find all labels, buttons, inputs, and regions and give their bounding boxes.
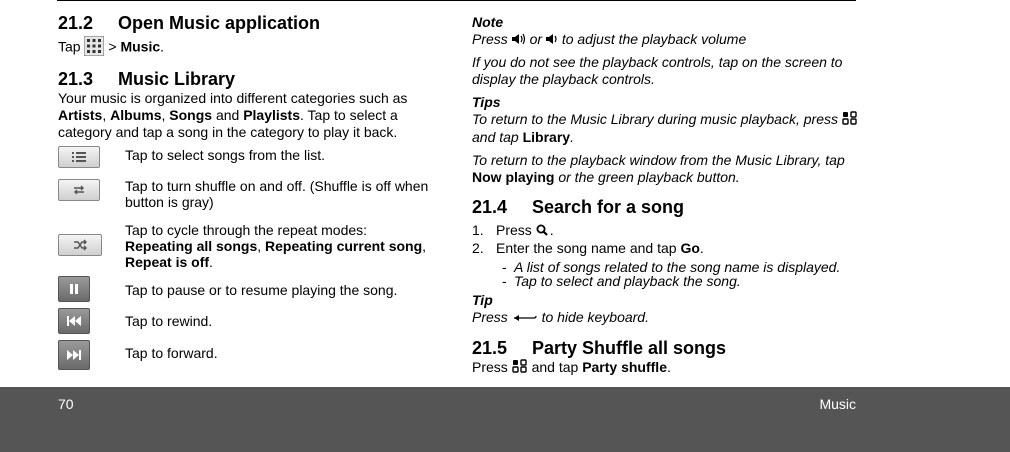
volume-down-icon bbox=[546, 32, 558, 49]
repeat-icon-description: Tap to cycle through the repeat modes: Repeating all songs, Repeating current song, Repeat is off. bbox=[125, 222, 427, 270]
heading-21-5: 21.5 Party Shuffle all songs bbox=[472, 337, 727, 358]
search-steps bbox=[472, 222, 862, 257]
heading-21-2: 21.2 Open Music application bbox=[58, 13, 321, 33]
tips-library: To return to the Music Library during music playback, press and tap Library. bbox=[472, 111, 862, 146]
sub-step-1: - A list of songs related to the song name is displayed. bbox=[502, 258, 841, 275]
rewind-icon bbox=[58, 308, 90, 334]
step-1: 1. Press . bbox=[472, 222, 554, 239]
menu-key-icon bbox=[842, 111, 858, 129]
note-controls: If you do not see the playback controls, tap on the screen to display the playback controls. bbox=[472, 53, 843, 87]
page-number: 70 bbox=[58, 396, 74, 412]
party-shuffle-instructions: Press and tap Party shuffle. bbox=[472, 359, 862, 377]
open-music-instructions: Tap > Music. bbox=[58, 36, 450, 60]
pause-icon-description: Tap to pause or to resume playing the song. bbox=[125, 282, 398, 298]
tips-now-playing: To return to the playback window from the Music Library, tap Now playing or the green playback button. bbox=[472, 152, 845, 186]
search-icon bbox=[536, 223, 550, 240]
tip-keyboard: Press to hide keyboard. bbox=[472, 308, 649, 325]
library-description: Your music is organized into different categories such as Artists, Albums, Songs and Playlists. Tap to select a category and tap a song in the category to play it back. bbox=[58, 90, 408, 140]
sub-step-2: - Tap to select and playback the song. bbox=[502, 272, 741, 289]
repeat-mode-icon bbox=[58, 234, 102, 256]
menu-key-icon bbox=[512, 359, 528, 377]
tips-label: Tips bbox=[472, 93, 501, 110]
icon-legend bbox=[58, 0, 450, 380]
page-footer bbox=[0, 387, 1010, 452]
footer-section-title: Music bbox=[819, 396, 856, 412]
list-icon bbox=[58, 146, 100, 168]
rewind-icon-description: Tap to rewind. bbox=[125, 313, 213, 329]
forward-icon-description: Tap to forward. bbox=[125, 345, 218, 361]
heading-21-4: 21.4 Search for a song bbox=[472, 197, 685, 218]
list-icon-description: Tap to select songs from the list. bbox=[125, 147, 325, 163]
back-arrow-icon bbox=[512, 310, 538, 327]
note-volume: Press or to adjust the playback volume bbox=[472, 31, 747, 47]
shuffle-toggle-icon bbox=[58, 179, 100, 201]
forward-icon bbox=[58, 340, 90, 370]
step-2: 2. Enter the song name and tap Go. bbox=[472, 239, 704, 256]
volume-up-icon bbox=[512, 32, 526, 49]
note-label: Note bbox=[472, 14, 504, 30]
shuffle-icon-description: Tap to turn shuffle on and off. (Shuffle is off when button is gray) bbox=[125, 178, 429, 210]
heading-21-3: 21.3 Music Library bbox=[58, 69, 236, 89]
pause-icon bbox=[58, 276, 90, 302]
right-column bbox=[472, 14, 862, 377]
tip-label: Tip bbox=[472, 291, 493, 308]
